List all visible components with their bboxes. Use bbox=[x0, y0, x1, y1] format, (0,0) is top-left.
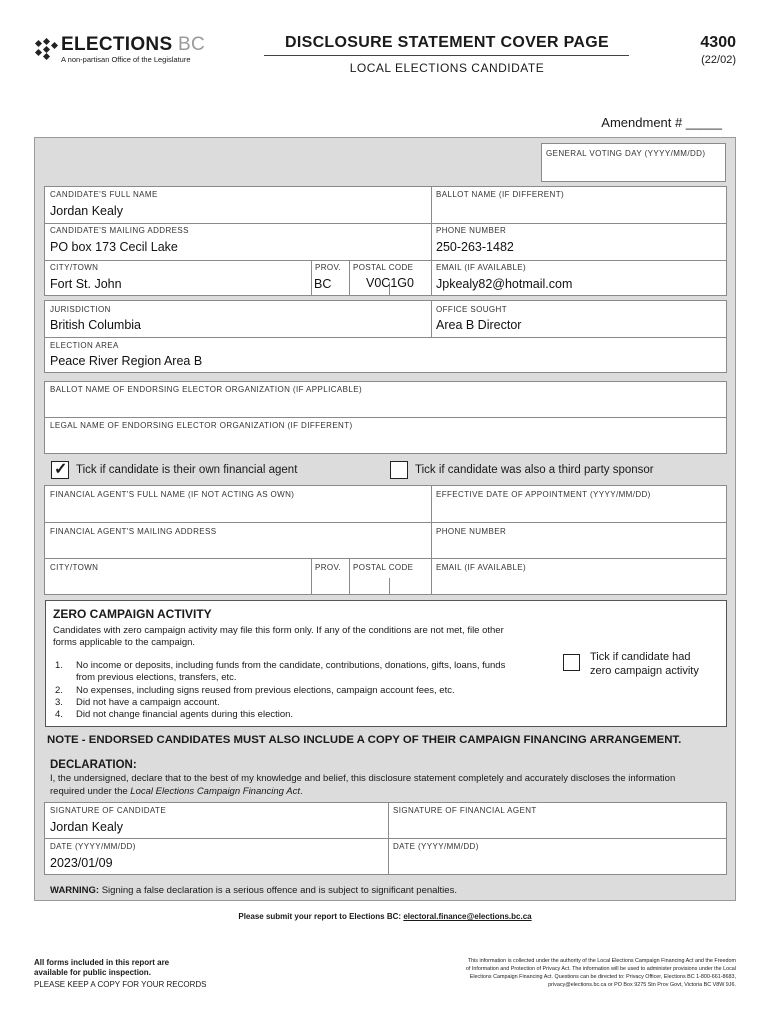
condition-3-num: 3. bbox=[55, 697, 63, 708]
election-area-field[interactable]: Peace River Region Area B bbox=[50, 354, 203, 368]
condition-1-text: No income or deposits, including funds from the candidate, contributions, donations, gifts, loans, funds bbox=[76, 660, 506, 671]
agent-signature-label[interactable]: SIGNATURE OF FINANCIAL AGENT bbox=[393, 806, 537, 815]
candidate-email-field[interactable]: Jpkealy82@hotmail.com bbox=[436, 277, 573, 291]
footer-left-2: available for public inspection. bbox=[34, 968, 151, 977]
warning-body: Signing a false declaration is a serious offence and is subject to significant penalties. bbox=[101, 885, 457, 896]
agent-phone-label[interactable]: PHONE NUMBER bbox=[436, 527, 507, 536]
footer-privacy-2: of Information and Protection of Privacy Act. The information will be used to administer provisions under the Local bbox=[465, 966, 736, 972]
jurisdiction-label: JURISDICTION bbox=[50, 305, 111, 314]
candidate-email-label: EMAIL (IF AVAILABLE) bbox=[436, 263, 527, 272]
candidate-postal-field[interactable]: V0C1G0 bbox=[366, 276, 414, 290]
submit-text: Please submit your report to Elections BC: bbox=[238, 912, 402, 921]
declaration-text-2 bbox=[50, 786, 303, 797]
footer-privacy-1: This information is collected under the authority of the Local Elections Campaign Financing Act and the Freedom bbox=[467, 958, 736, 964]
endorsed-candidates-note: NOTE - ENDORSED CANDIDATES MUST ALSO INCLUDE A COPY OF THEIR CAMPAIGN FINANCING ARRANGEMENT. bbox=[47, 734, 682, 746]
amendment-number: Amendment # _____ bbox=[601, 115, 722, 130]
candidate-signature-field[interactable]: Jordan Kealy bbox=[50, 820, 123, 834]
candidate-full-name-label: CANDIDATE'S FULL NAME bbox=[50, 190, 158, 199]
office-sought-label: OFFICE SOUGHT bbox=[436, 305, 507, 314]
candidate-phone-field[interactable]: 250-263-1482 bbox=[436, 240, 514, 254]
zero-campaign-intro-1: Candidates with zero campaign activity may file this form only. If any of the conditions are not met, file other bbox=[53, 625, 504, 636]
endorsing-legal-name-label[interactable]: LEGAL NAME OF ENDORSING ELECTOR ORGANIZATION (IF DIFFERENT) bbox=[50, 421, 353, 430]
condition-2-text: No expenses, including signs reused from previous elections, campaign account fees, etc. bbox=[76, 685, 455, 696]
title-rule bbox=[264, 55, 629, 56]
zero-campaign-title: ZERO CAMPAIGN ACTIVITY bbox=[53, 607, 212, 621]
candidate-mailing-field[interactable]: PO box 173 Cecil Lake bbox=[50, 240, 178, 254]
footer-left-1: All forms included in this report are bbox=[34, 958, 170, 967]
declaration-text-2-prefix: required under the bbox=[50, 786, 131, 797]
zero-campaign-intro-2: forms applicable to the campaign. bbox=[53, 637, 196, 648]
candidate-mailing-label: CANDIDATE'S MAILING ADDRESS bbox=[50, 226, 189, 235]
warning-label: WARNING: bbox=[50, 885, 100, 896]
ballot-name-label: BALLOT NAME (IF DIFFERENT) bbox=[436, 190, 565, 199]
condition-1-text-2: from previous elections, transfers, etc. bbox=[76, 672, 237, 683]
office-sought-field[interactable]: Area B Director bbox=[436, 318, 522, 332]
elections-bc-logo bbox=[33, 34, 223, 68]
agent-prov-label[interactable]: PROV. bbox=[315, 563, 342, 572]
condition-2-num: 2. bbox=[55, 685, 63, 696]
candidate-signature-label: SIGNATURE OF CANDIDATE bbox=[50, 806, 167, 815]
condition-4-num: 4. bbox=[55, 709, 63, 720]
general-voting-day-field[interactable] bbox=[541, 143, 726, 182]
own-agent-checkbox[interactable] bbox=[51, 461, 69, 479]
declaration-title: DECLARATION: bbox=[50, 759, 137, 771]
third-party-checkbox[interactable] bbox=[390, 461, 408, 479]
agent-city-label[interactable]: CITY/TOWN bbox=[50, 563, 99, 572]
agent-effective-date-label[interactable]: EFFECTIVE DATE OF APPOINTMENT (YYYY/MM/DD) bbox=[436, 490, 651, 499]
own-agent-label: Tick if candidate is their own financial agent bbox=[76, 464, 298, 476]
logo-word-elections: ELECTIONS bbox=[61, 34, 173, 55]
form-number: 4300 bbox=[700, 34, 736, 51]
zero-campaign-checkbox[interactable] bbox=[563, 654, 580, 671]
logo-mark-icon bbox=[33, 38, 59, 60]
condition-4-text: Did not change financial agents during this election. bbox=[76, 709, 294, 720]
candidate-full-name-field[interactable]: Jordan Kealy bbox=[50, 204, 123, 218]
declaration-act-name: Local Elections Campaign Financing Act bbox=[130, 786, 300, 797]
endorsing-ballot-name-label[interactable]: BALLOT NAME OF ENDORSING ELECTOR ORGANIZATION (IF APPLICABLE) bbox=[50, 385, 363, 394]
general-voting-day-label: GENERAL VOTING DAY (YYYY/MM/DD) bbox=[546, 149, 706, 158]
third-party-label: Tick if candidate was also a third party sponsor bbox=[415, 464, 654, 476]
agent-mailing-label[interactable]: FINANCIAL AGENT'S MAILING ADDRESS bbox=[50, 527, 217, 536]
footer-privacy-4: privacy@elections.bc.ca or PO Box 9275 Stn Prov Govt, Victoria BC V8W 9J6. bbox=[548, 982, 736, 988]
condition-1-num: 1. bbox=[55, 660, 63, 671]
submit-instruction bbox=[0, 912, 770, 921]
zero-campaign-tick-label-2: zero campaign activity bbox=[590, 665, 699, 677]
jurisdiction-field[interactable]: British Columbia bbox=[50, 318, 142, 332]
candidate-date-field[interactable]: 2023/01/09 bbox=[50, 856, 113, 870]
candidate-postal-label: POSTAL CODE bbox=[353, 263, 414, 272]
declaration-text-1: I, the undersigned, declare that to the best of my knowledge and belief, this disclosure statement completely and accurately discloses the information bbox=[50, 773, 676, 784]
candidate-phone-label: PHONE NUMBER bbox=[436, 226, 507, 235]
footer-left-3: PLEASE KEEP A COPY FOR YOUR RECORDS bbox=[34, 980, 207, 989]
candidate-city-field[interactable]: Fort St. John bbox=[50, 277, 122, 291]
warning-text bbox=[50, 885, 457, 896]
candidate-prov-label: PROV. bbox=[315, 263, 342, 272]
financial-agent-block bbox=[44, 485, 727, 595]
agent-name-label[interactable]: FINANCIAL AGENT'S FULL NAME (IF NOT ACTING AS OWN) bbox=[50, 490, 295, 499]
agent-postal-label[interactable]: POSTAL CODE bbox=[353, 563, 414, 572]
candidate-city-label: CITY/TOWN bbox=[50, 263, 99, 272]
agent-date-label[interactable]: DATE (YYYY/MM/DD) bbox=[393, 842, 479, 851]
form-version: (22/02) bbox=[701, 54, 736, 66]
logo-wordmark bbox=[61, 34, 205, 56]
form-subtitle: LOCAL ELECTIONS CANDIDATE bbox=[349, 61, 545, 75]
zero-campaign-tick-label-1: Tick if candidate had bbox=[590, 651, 691, 663]
candidate-date-label: DATE (YYYY/MM/DD) bbox=[50, 842, 136, 851]
logo-tagline: A non-partisan Office of the Legislature bbox=[61, 55, 191, 64]
condition-3-text: Did not have a campaign account. bbox=[76, 697, 220, 708]
agent-email-label[interactable]: EMAIL (IF AVAILABLE) bbox=[436, 563, 527, 572]
footer-privacy-3: Elections Campaign Financing Act. Questions can be directed to: Privacy Officer, Elections BC 1-800-661-8683, bbox=[469, 974, 736, 980]
election-area-label: ELECTION AREA bbox=[50, 341, 119, 350]
logo-word-bc: BC bbox=[178, 34, 206, 55]
candidate-prov-field[interactable]: BC bbox=[314, 277, 332, 291]
declaration-text-2-suffix: . bbox=[299, 786, 303, 797]
form-title: DISCLOSURE STATEMENT COVER PAGE bbox=[285, 34, 609, 51]
checkmark-icon: ✓ bbox=[54, 461, 68, 478]
submit-email-link[interactable]: electoral.finance@elections.bc.ca bbox=[403, 912, 532, 921]
